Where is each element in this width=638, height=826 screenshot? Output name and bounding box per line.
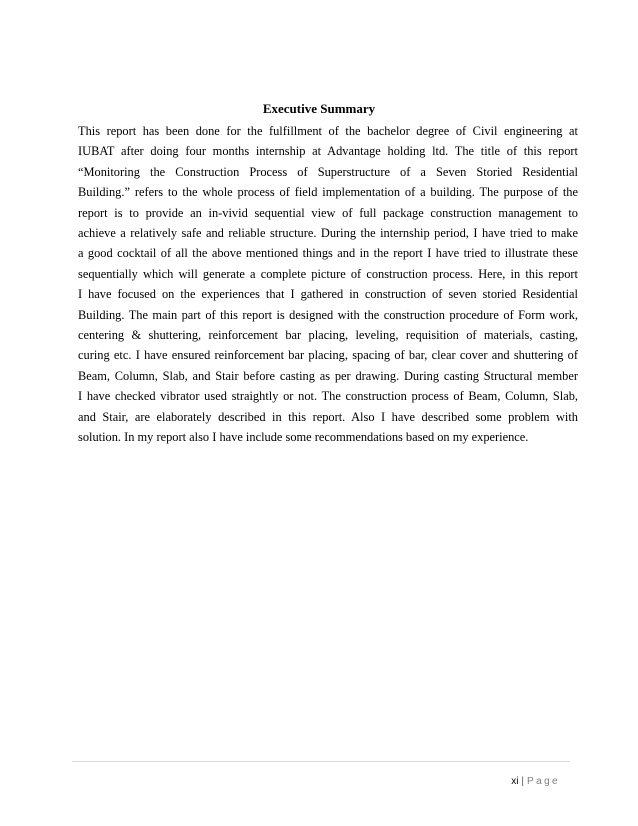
paragraph-line: and Stair, are elaborately described in this report. Also I have described some problem with bbox=[78, 409, 578, 424]
paragraph-line: a good cocktail of all the above mentioned things and in the report I have tried to illustrate these bbox=[78, 246, 578, 261]
footer-separator: | bbox=[521, 776, 525, 787]
paragraph-line: Building.” refers to the whole process of field implementation of a building. The purpose of the bbox=[78, 185, 578, 200]
paragraph-line: achieve a relatively safe and reliable structure. During the internship period, I have tried to make bbox=[78, 226, 578, 241]
paragraph-line: report is to provide an in-vivid sequential view of full package construction management to bbox=[78, 205, 578, 220]
paragraph-line: sequentially which will generate a complete picture of construction process. Here, in this report bbox=[78, 266, 578, 281]
footer-divider bbox=[72, 761, 570, 762]
paragraph-line: IUBAT after doing four months internship at Advantage holding ltd. The title of this report bbox=[78, 144, 578, 159]
paragraph-line: I have checked vibrator used straightly or not. The construction process of Beam, Column, Slab, bbox=[78, 389, 578, 404]
section-title: Executive Summary bbox=[262, 101, 376, 116]
paragraph-line: “Monitoring the Construction Process of Superstructure of a Seven Storied Residential bbox=[78, 164, 578, 179]
paragraph-line: I have focused on the experiences that I gathered in construction of seven storied Residential bbox=[78, 287, 578, 302]
paragraph-line: Building. The main part of this report is designed with the construction procedure of Form work, bbox=[78, 307, 578, 322]
paragraph-line: curing etc. I have ensured reinforcement bar placing, spacing of bar, clear cover and shuttering of bbox=[78, 348, 578, 363]
paragraph-line-last: solution. In my report also I have include some recommendations based on my experience. bbox=[78, 430, 529, 445]
page-label: Page bbox=[527, 776, 560, 787]
summary-paragraph bbox=[78, 121, 578, 448]
paragraph-line: centering & shuttering, reinforcement bar placing, leveling, requisition of materials, casting, bbox=[78, 328, 578, 343]
paragraph-line: Beam, Column, Slab, and Stair before casting as per drawing. During casting Structural member bbox=[78, 368, 578, 383]
paragraph-line: This report has been done for the fulfillment of the bachelor degree of Civil engineering at bbox=[78, 124, 578, 138]
page-number: xi bbox=[511, 776, 519, 787]
page-footer bbox=[511, 776, 560, 787]
